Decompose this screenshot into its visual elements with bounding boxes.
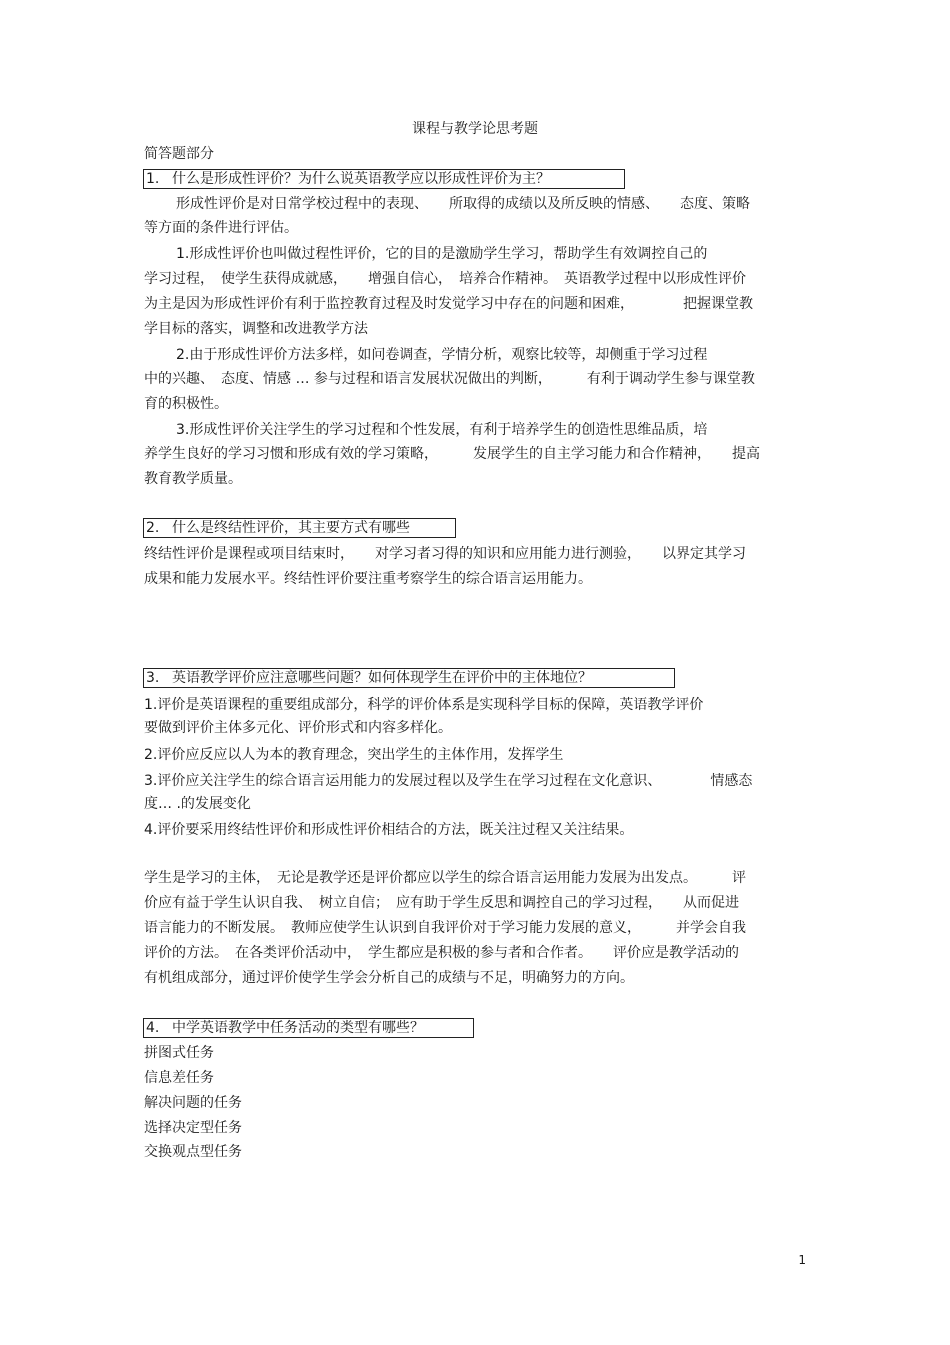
q1-line-11: 养学生良好的学习习惯和形成有效的学习策略， 发展学生的自主学习能力和合作精神， 提高 (144, 446, 760, 462)
q3-line-3: 2.评价应反应以人为本的教育理念，突出学生的主体作用，发挥学生 (144, 747, 564, 763)
q3-line-7: 学生是学习的主体， 无论是教学还是评价都应以学生的综合语言运用能力发展为出发点。 评 (144, 870, 746, 886)
q4-item-5: 交换观点型任务 (144, 1144, 242, 1160)
q3-line-8: 价应有益于学生认识自我、 树立自信； 应有助于学生反思和调控自己的学习过程， 从而促进 (144, 895, 739, 911)
q3-line-5: 度… .的发展变化 (144, 796, 251, 812)
section-heading: 简答题部分 (144, 146, 214, 162)
q1-line-7: 2.由于形成性评价方法多样，如问卷调查，学情分析，观察比较等，却侧重于学习过程 (176, 347, 708, 363)
q3-line-10: 评价的方法。 在各类评价活动中， 学生都应是积极的参与者和合作者。 评价应是教学活动的 (144, 945, 739, 961)
question-4-number: 4. (146, 1020, 160, 1036)
q2-line-1: 终结性评价是课程或项目结束时， 对学习者习得的知识和应用能力进行测验， 以界定其学习 (144, 546, 746, 562)
q3-line-11: 有机组成部分，通过评价使学生学会分析自己的成绩与不足，明确努力的方向。 (144, 970, 634, 986)
q3-line-6: 4.评价要采用终结性评价和形成性评价相结合的方法，既关注过程又关注结果。 (144, 822, 634, 838)
q1-line-4: 学习过程， 使学生获得成就感， 增强自信心， 培养合作精神。 英语教学过程中以形成性评价 (144, 271, 746, 287)
q3-line-1: 1.评价是英语课程的重要组成部分，科学的评价体系是实现科学目标的保障，英语教学评价 (144, 697, 704, 713)
question-1-text: 什么是形成性评价？为什么说英语教学应以形成性评价为主？ (172, 171, 550, 187)
q2-line-2: 成果和能力发展水平。终结性评价要注重考察学生的综合语言运用能力。 (144, 571, 592, 587)
q1-line-12: 教育教学质量。 (144, 471, 242, 487)
q1-line-2: 等方面的条件进行评估。 (144, 220, 298, 236)
page-title: 课程与教学论思考题 (412, 121, 538, 137)
q1-line-10: 3.形成性评价关注学生的学习过程和个性发展，有利于培养学生的创造性思维品质，培 (176, 422, 708, 438)
question-1-number: 1. (146, 171, 160, 187)
q1-line-5: 为主是因为形成性评价有利于监控教育过程及时发觉学习中存在的问题和困难， 把握课堂教 (144, 296, 753, 312)
q1-line-8: 中的兴趣、 态度、情感 … 参与过程和语言发展状况做出的判断， 有利于调动学生参与课堂教 (144, 371, 755, 387)
q4-item-1: 拼图式任务 (144, 1045, 214, 1061)
q1-line-6: 学目标的落实，调整和改进教学方法 (144, 321, 368, 337)
q4-item-2: 信息差任务 (144, 1070, 214, 1086)
q1-line-3: 1.形成性评价也叫做过程性评价，它的目的是激励学生学习，帮助学生有效调控自己的 (176, 246, 708, 262)
question-3-number: 3. (146, 670, 160, 686)
q3-line-2: 要做到评价主体多元化、评价形式和内容多样化。 (144, 720, 452, 736)
q3-line-4: 3.评价应关注学生的综合语言运用能力的发展过程以及学生在学习过程在文化意识、 情感态 (144, 773, 753, 789)
question-2-text: 什么是终结性评价，其主要方式有哪些 (172, 520, 410, 536)
question-3-text: 英语教学评价应注意哪些问题？如何体现学生在评价中的主体地位？ (172, 670, 592, 686)
question-4-text: 中学英语教学中任务活动的类型有哪些？ (172, 1020, 424, 1036)
q3-line-9: 语言能力的不断发展。 教师应使学生认识到自我评价对于学习能力发展的意义， 并学会自我 (144, 920, 746, 936)
q1-line-9: 育的积极性。 (144, 396, 228, 412)
question-2-number: 2. (146, 520, 160, 536)
q1-line-1: 形成性评价是对日常学校过程中的表现、 所取得的成绩以及所反映的情感、 态度、策略 (176, 196, 750, 212)
q4-item-4: 选择决定型任务 (144, 1120, 242, 1136)
q4-item-3: 解决问题的任务 (144, 1095, 242, 1111)
page-number: 1 (798, 1253, 806, 1267)
